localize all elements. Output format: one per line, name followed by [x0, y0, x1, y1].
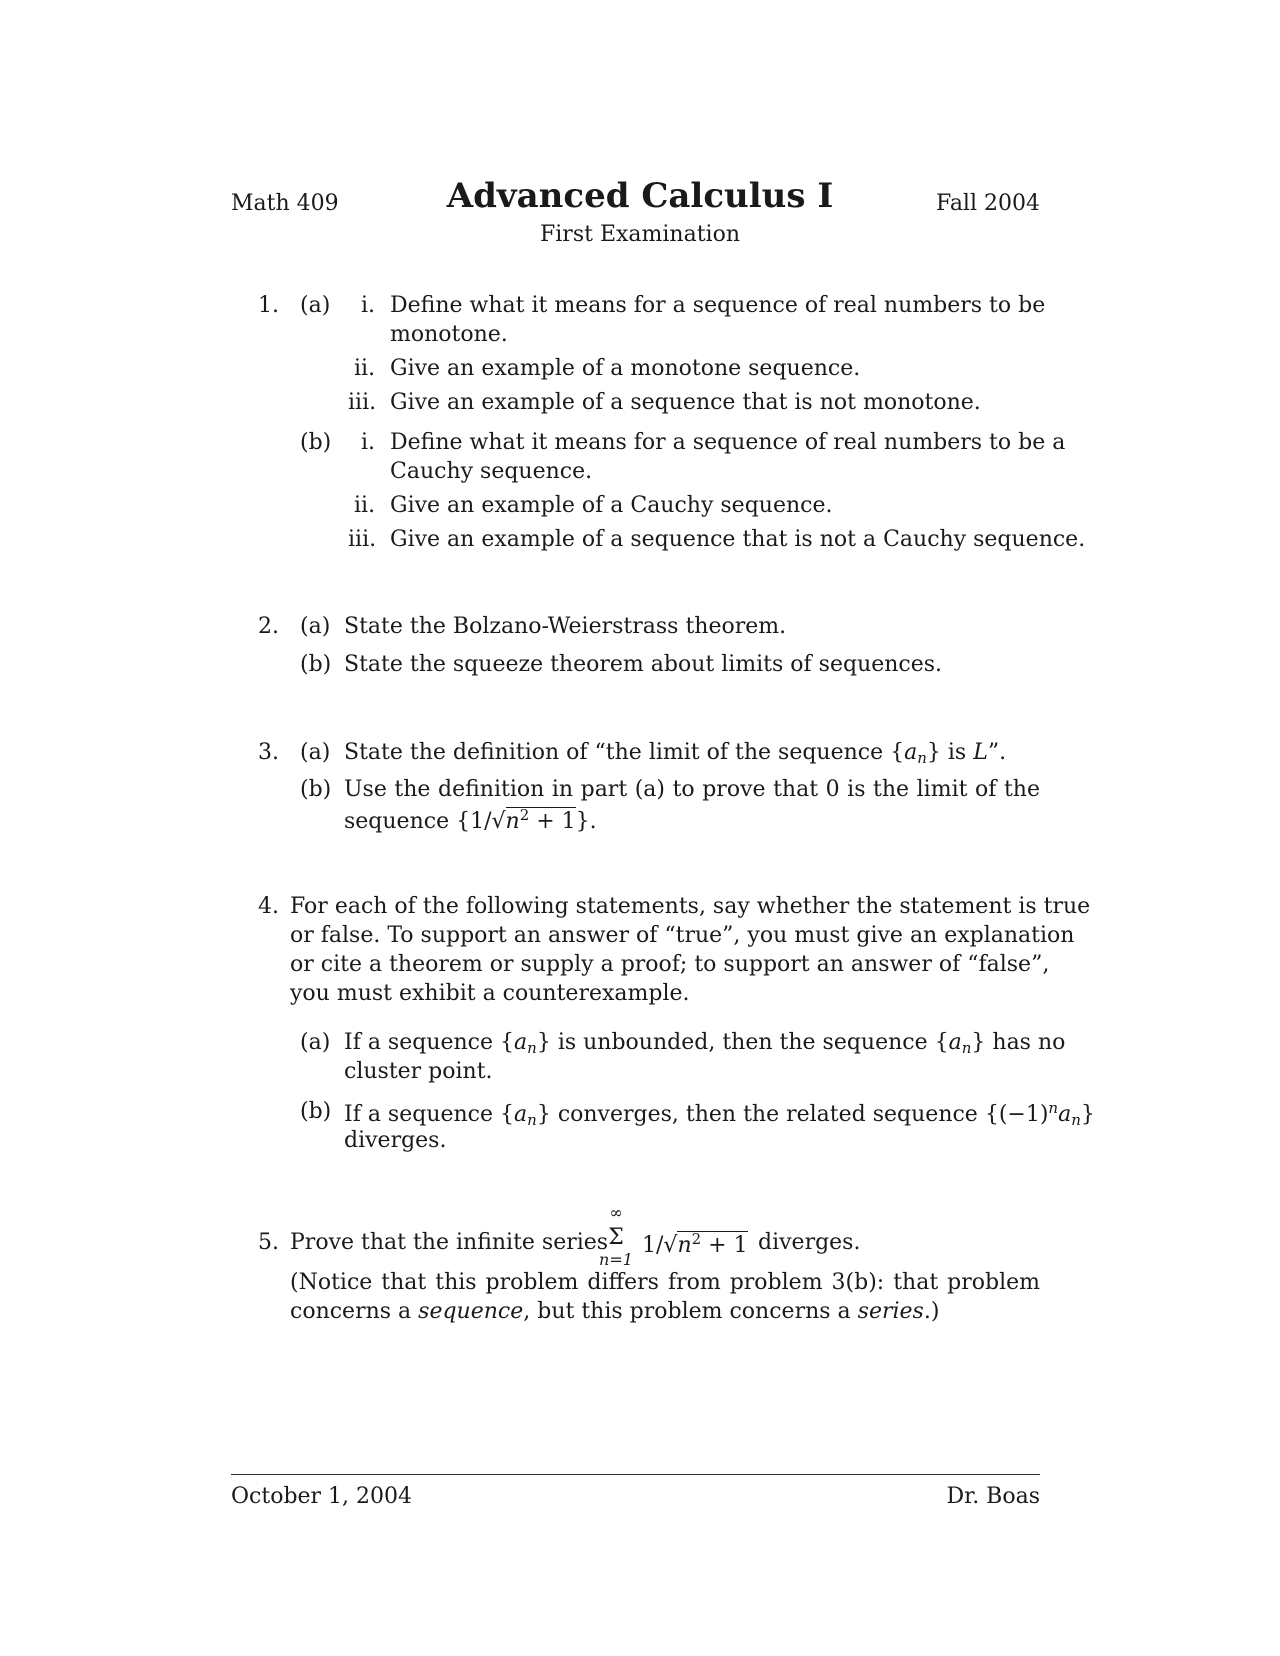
text-fragment: If a sequence {	[344, 1030, 515, 1055]
problem-number: 3.	[258, 740, 279, 765]
emphasis: sequence	[418, 1299, 524, 1324]
text-fragment: }	[1080, 1102, 1095, 1127]
problem-text	[344, 806, 597, 834]
problem-text: For each of the following statements, say whether the statement is true	[290, 894, 1091, 919]
sqrt-radicand	[677, 1231, 747, 1258]
part-label: (b)	[300, 1099, 332, 1124]
problem-text: or false. To support an answer of “true”, you must give an explanation	[290, 923, 1075, 948]
text-fragment: 1/√	[642, 1233, 678, 1258]
math-sub: n	[527, 1039, 537, 1057]
problem-text	[344, 740, 1006, 767]
problem-text: Give an example of a monotone sequence.	[390, 356, 861, 381]
text-fragment: + 1	[701, 1233, 748, 1258]
text-fragment: ”.	[987, 740, 1007, 765]
subpart-label: ii.	[354, 356, 376, 381]
problem-text	[344, 1099, 1095, 1129]
problem-text: diverges.	[758, 1230, 861, 1255]
text-fragment: If a sequence {	[344, 1102, 515, 1127]
footer-instructor: Dr. Boas	[946, 1484, 1040, 1509]
math-var: n	[677, 1233, 692, 1258]
subpart-label: i.	[361, 293, 376, 318]
problem-note: (Notice that this problem differs from problem 3(b): that problem	[290, 1270, 1040, 1295]
math-var: a	[514, 1102, 528, 1127]
sum-lower-limit: n=1	[599, 1250, 633, 1269]
sum-symbol: Σ	[608, 1225, 624, 1250]
text-fragment: } has no	[971, 1030, 1066, 1055]
math-exp: 2	[691, 1230, 702, 1248]
text-fragment: } is	[926, 740, 974, 765]
course-number: Math 409	[231, 191, 339, 216]
sum-upper-limit: ∞	[609, 1203, 623, 1222]
problem-number: 1.	[258, 293, 279, 318]
problem-text: State the Bolzano-Weierstrass theorem.	[344, 614, 787, 639]
footer-date: October 1, 2004	[231, 1484, 413, 1509]
problem-text: Give an example of a sequence that is not monotone.	[390, 390, 981, 415]
text-fragment: State the definition of “the limit of the sequence {	[344, 740, 905, 765]
math-var: a	[1058, 1102, 1072, 1127]
math-var: n	[505, 809, 520, 834]
part-label: (b)	[300, 777, 332, 802]
math-exp: 2	[519, 806, 530, 824]
problem-text: monotone.	[390, 322, 508, 347]
math-sub: n	[961, 1039, 972, 1057]
problem-text: Prove that the infinite series	[290, 1230, 609, 1255]
math-var: a	[904, 740, 918, 765]
problem-text: you must exhibit a counterexample.	[290, 981, 690, 1006]
problem-number: 5.	[258, 1230, 279, 1255]
problem-text: State the squeeze theorem about limits of sequences.	[344, 652, 943, 677]
problem-text: Give an example of a Cauchy sequence.	[390, 493, 833, 518]
problem-number: 2.	[258, 614, 279, 639]
math-var: L	[973, 740, 988, 765]
page-title: Advanced Calculus I	[446, 176, 834, 216]
page-subtitle: First Examination	[540, 222, 740, 247]
problem-text: Cauchy sequence.	[390, 459, 593, 484]
text-fragment: , but this problem concerns a	[523, 1299, 858, 1324]
subpart-label: ii.	[354, 493, 376, 518]
subpart-label: iii.	[348, 390, 377, 415]
problem-number: 4.	[258, 894, 279, 919]
problem-text: Use the definition in part (a) to prove that 0 is the limit of the	[344, 777, 1040, 802]
math-sub: n	[917, 749, 927, 767]
part-label: (a)	[300, 614, 331, 639]
math-exp: n	[1048, 1099, 1059, 1117]
text-fragment: } converges, then the related sequence {(−1)	[536, 1102, 1049, 1127]
text-fragment: sequence {1/√	[344, 809, 506, 834]
series-term	[642, 1230, 748, 1258]
problem-text: Define what it means for a sequence of real numbers to be a	[390, 430, 1066, 455]
part-label: (b)	[300, 652, 332, 677]
sqrt-radicand	[506, 807, 576, 834]
part-label: (a)	[300, 293, 331, 318]
footer-divider	[231, 1474, 1040, 1475]
part-label: (a)	[300, 1030, 331, 1055]
problem-note	[290, 1299, 939, 1324]
emphasis: series	[857, 1299, 924, 1324]
problem-text: or cite a theorem or supply a proof; to support an answer of “false”,	[290, 952, 1050, 977]
problem-text: Define what it means for a sequence of real numbers to be	[390, 293, 1046, 318]
text-fragment: }.	[575, 809, 597, 834]
term: Fall 2004	[936, 191, 1040, 216]
subpart-label: iii.	[348, 527, 377, 552]
problem-text: Give an example of a sequence that is not a Cauchy sequence.	[390, 527, 1086, 552]
text-fragment: } is unbounded, then the sequence {	[536, 1030, 949, 1055]
math-var: a	[948, 1030, 962, 1055]
text-fragment: concerns a	[290, 1299, 419, 1324]
problem-text: diverges.	[344, 1128, 447, 1153]
text-fragment: + 1	[529, 809, 576, 834]
problem-text	[344, 1030, 1066, 1057]
math-sub: n	[1071, 1111, 1081, 1129]
math-sub: n	[527, 1111, 537, 1129]
part-label: (a)	[300, 740, 331, 765]
problem-text: cluster point.	[344, 1059, 493, 1084]
part-label: (b)	[300, 430, 332, 455]
subpart-label: i.	[361, 430, 376, 455]
text-fragment: .)	[923, 1299, 940, 1324]
math-var: a	[514, 1030, 528, 1055]
